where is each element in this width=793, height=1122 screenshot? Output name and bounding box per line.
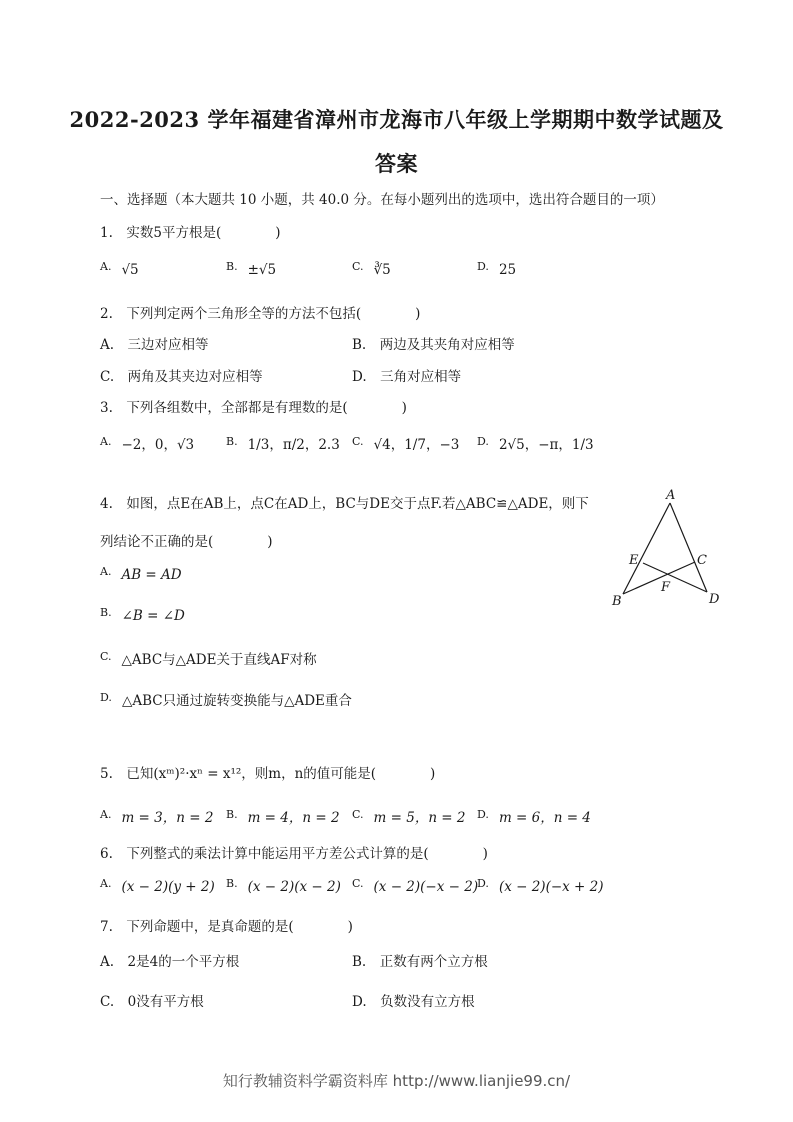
q3-option-d: $^{D.}$ 2√5，−π，1/3 — [477, 435, 594, 453]
footer-watermark: 知行教辅资料学霸资料库 http://www.lianjie99.cn/ — [222, 1072, 571, 1090]
q4-option-b: $^{B.}$ ∠B = ∠D — [100, 606, 185, 624]
title-line-1: 2022-2023 学年福建省漳州市龙海市八年级上学期期中数学试题及 — [69, 107, 724, 132]
q6-b-text: (x − 2)(x − 2) — [247, 879, 341, 895]
q7-option-d: D. 负数没有立方根 — [352, 994, 475, 1010]
q5-option-b: $^{B.}$ m = 4，n = 2 — [226, 808, 340, 826]
q3-option-c: $^{C.}$ √4，1/7，−3 — [352, 435, 460, 453]
q4-d-text: △ABC只通过旋转变换能与△ADE重合 — [121, 693, 352, 709]
q7-option-a: A. 2是4的一个平方根 — [100, 954, 240, 970]
q2-option-a: A. 三边对应相等 — [100, 337, 209, 353]
q3-option-a: $^{A.}$ −2，0，√3 — [100, 435, 195, 453]
label-f: F — [661, 580, 671, 595]
q4-triangle-figure — [600, 485, 740, 615]
segment-ad — [670, 503, 707, 592]
section-heading: 一、选择题（本大题共 10 小题，共 40.0 分。在每小题列出的选项中，选出符合题目的一项） — [100, 192, 664, 208]
q5-d-text: m = 6，n = 4 — [498, 810, 591, 826]
q4-option-c: $^{C.}$ △ABC与△ADE关于直线AF对称 — [100, 650, 317, 668]
q5-b-text: m = 4，n = 2 — [247, 810, 340, 826]
q1-b-text: ±√5 — [247, 262, 277, 278]
q5-stem: 5. 已知(xᵐ)²·xⁿ = x¹²，则m，n的值可能是( ) — [100, 766, 436, 782]
q7-option-b: B. 正数有两个立方根 — [352, 954, 488, 970]
q3-stem: 3. 下列各组数中，全部都是有理数的是( ) — [100, 400, 407, 416]
q1-option-b — [226, 262, 276, 278]
q1-a-text: √5 — [121, 262, 139, 278]
q6-option-a: $^{A.}$ (x − 2)(y + 2) — [100, 877, 215, 895]
q6-d-text: (x − 2)(−x + 2) — [498, 879, 604, 895]
q3-option-b: $^{B.}$ 1/3，π/2，2.3 — [226, 435, 340, 453]
q6-stem: 6. 下列整式的乘法计算中能运用平方差公式计算的是( ) — [100, 846, 488, 862]
q1-c-label: C. — [352, 260, 364, 273]
label-d: D — [709, 592, 720, 607]
q6-a-text: (x − 2)(y + 2) — [121, 879, 215, 895]
q6-option-c: $^{C.}$ (x − 2)(−x − 2) — [352, 877, 479, 895]
q1-a-label: A. — [100, 260, 112, 273]
q1-option-d — [477, 262, 516, 278]
q3-d-text: 2√5，−π，1/3 — [498, 437, 594, 453]
q6-c-text: (x − 2)(−x − 2) — [373, 879, 479, 895]
label-a: A — [666, 488, 676, 503]
q4-a-text: AB = AD — [121, 567, 182, 583]
q4-stem-2: 列结论不正确的是( ) — [100, 534, 273, 550]
q1-d-text: 25 — [498, 262, 517, 278]
q5-option-c: $^{C.}$ m = 5，n = 2 — [352, 808, 466, 826]
q2-option-c: C. 两角及其夹边对应相等 — [100, 369, 263, 385]
q1-option-c — [352, 262, 391, 278]
q5-c-text: m = 5，n = 2 — [373, 810, 466, 826]
q5-a-text: m = 3，n = 2 — [121, 810, 214, 826]
q4-c-text: △ABC与△ADE关于直线AF对称 — [121, 652, 317, 668]
label-b: B — [612, 594, 622, 609]
q1-b-label: B. — [226, 260, 238, 273]
q2-option-d: D. 三角对应相等 — [352, 369, 462, 385]
q1-stem: 1. 实数5平方根是( ) — [100, 225, 281, 241]
q1-d-label: D. — [477, 260, 489, 273]
title-line-2: 答案 — [375, 151, 418, 176]
q5-option-d: $^{D.}$ m = 6，n = 4 — [477, 808, 591, 826]
q4-option-a: $^{A.}$ AB = AD — [100, 565, 182, 583]
label-e: E — [629, 553, 639, 568]
q4-stem: 4. 如图，点E在AB上，点C在AD上，BC与DE交于点F.若△ABC≌△ADE，则下 — [100, 496, 589, 512]
q6-option-b: $^{B.}$ (x − 2)(x − 2) — [226, 877, 341, 895]
q5-option-a: $^{A.}$ m = 3，n = 2 — [100, 808, 214, 826]
q4-b-text: ∠B = ∠D — [121, 608, 185, 624]
label-c: C — [697, 553, 707, 568]
q1-c-text: ∛5 — [373, 262, 391, 278]
q3-b-text: 1/3，π/2，2.3 — [247, 437, 340, 453]
q2-option-b: B. 两边及其夹角对应相等 — [352, 337, 515, 353]
q6-option-d: $^{D.}$ (x − 2)(−x + 2) — [477, 877, 604, 895]
q2-stem: 2. 下列判定两个三角形全等的方法不包括( ) — [100, 306, 421, 322]
q7-option-c: C. 0没有平方根 — [100, 994, 204, 1010]
q3-c-text: √4，1/7，−3 — [373, 437, 460, 453]
q3-a-text: −2，0，√3 — [121, 437, 195, 453]
q7-stem: 7. 下列命题中，是真命题的是( ) — [100, 919, 353, 935]
q4-option-d: $^{D.}$ △ABC只通过旋转变换能与△ADE重合 — [100, 691, 352, 709]
q1-option-a — [100, 262, 139, 278]
